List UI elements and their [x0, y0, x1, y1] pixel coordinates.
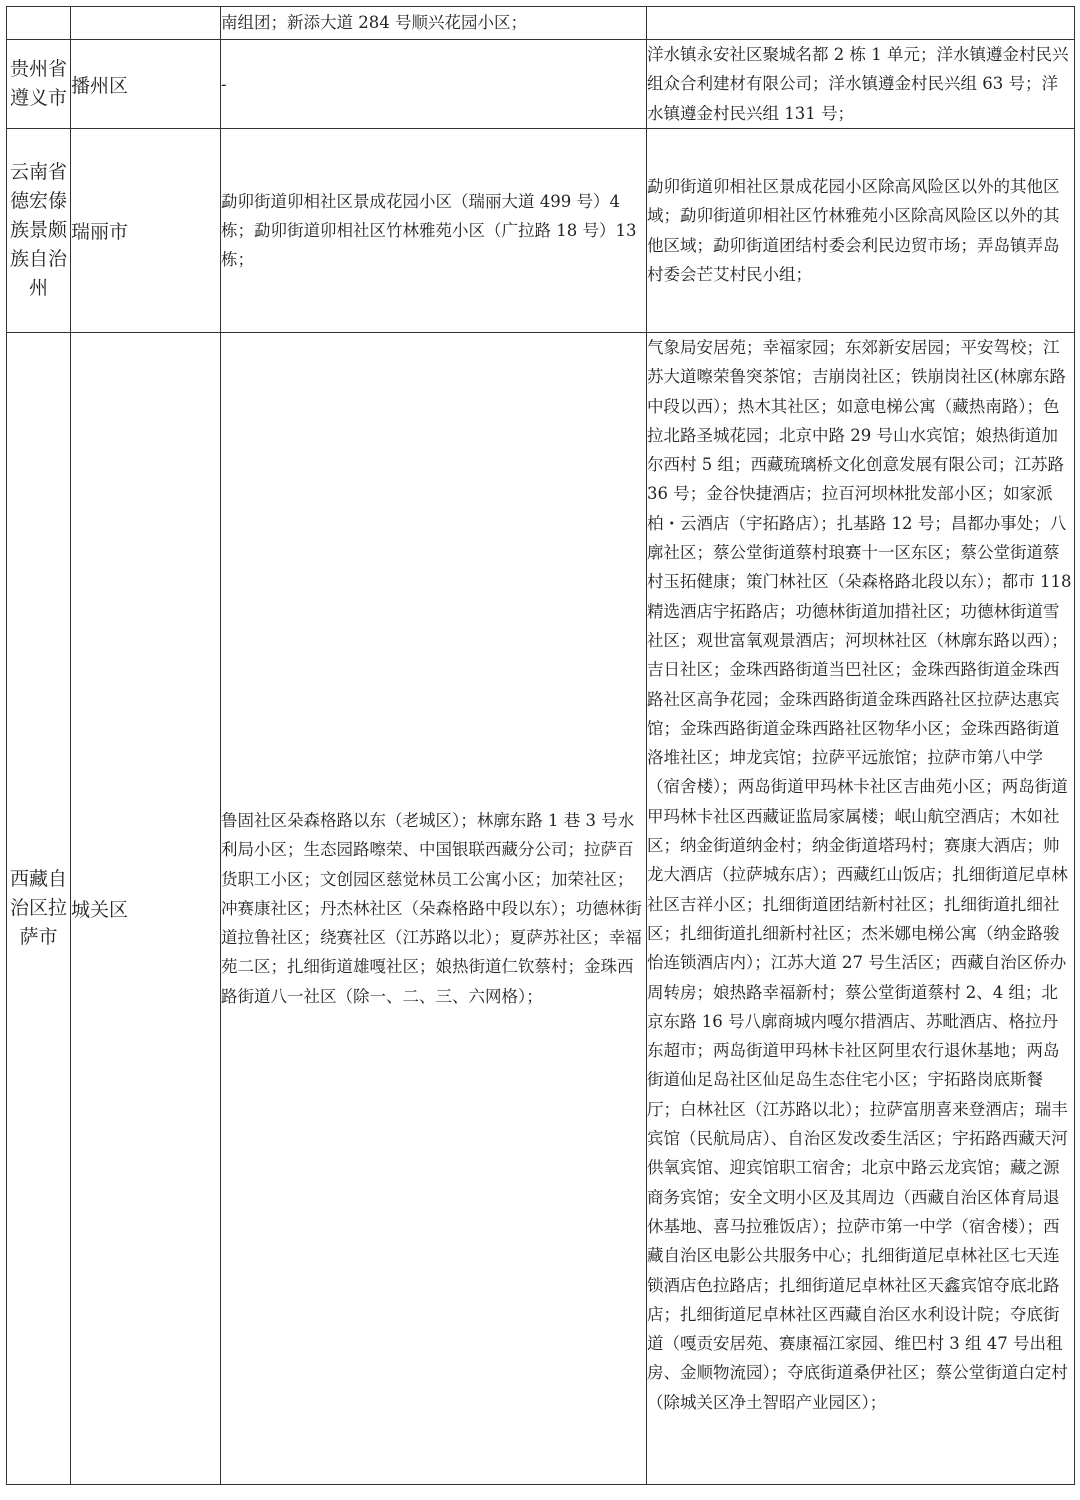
high-risk-cell: [221, 129, 647, 333]
city-text: 播州区: [71, 74, 129, 97]
high-risk-cell: [221, 333, 647, 1485]
high-risk-text: 鲁固社区朵森格路以东（老城区）；林廓东路 1 巷 3 号水利局小区；生态园路嚓荣、中国银联西藏分公司；拉萨百货职工小区；文创园区慈觉林员工公寓小区；加荣社区；冲赛康社区；丹杰林社区（朵森格路中段以东）；功德林街道拉鲁社区；绕赛社区（江苏路以北）；夏萨苏社区；幸福苑二区；扎细街道雄嘎社区；娘热街道仁钦蔡村；金珠西路街道八一社区（除一、二、三、六网格）；: [221, 810, 642, 1006]
high-risk-text: -: [221, 74, 227, 94]
mid-risk-text: 勐卯街道卯相社区景成花园小区除高风险区以外的其他区域；勐卯街道卯相社区竹林雅苑小区除高风险区以外的其他区域；勐卯街道团结村委会利民边贸市场；弄岛镇弄岛村委会芒艾村民小组；: [647, 176, 1060, 284]
province-text: 贵州省遵义市: [9, 58, 67, 109]
high-risk-text: 勐卯街道卯相社区景成花园小区（瑞丽大道 499 号）4 栋；勐卯街道卯相社区竹林雅苑小区（广拉路 18 号）13 栋；: [221, 191, 637, 270]
mid-risk-cell: [647, 129, 1075, 333]
high-risk-cell: [221, 7, 647, 40]
table-row: [7, 7, 1075, 40]
city-text: 城关区: [71, 899, 129, 921]
high-risk-text: 南组团；新添大道 284 号顺兴花园小区；: [221, 13, 527, 32]
table-row: [7, 40, 1075, 129]
high-risk-cell: [221, 40, 647, 129]
province-cell: [7, 129, 71, 333]
table-row: [7, 129, 1075, 333]
mid-risk-cell: [647, 333, 1075, 1485]
mid-risk-cell: [647, 7, 1075, 40]
province-cell: [7, 7, 71, 40]
mid-risk-text: 洋水镇永安社区聚城名都 2 栋 1 单元；洋水镇遵金村民兴组众合利建材有限公司；洋水镇遵金村民兴组 63 号；洋水镇遵金村民兴组 131 号；: [647, 45, 1069, 123]
risk-area-table: [6, 6, 1075, 1485]
province-cell: [7, 40, 71, 129]
mid-risk-text: 气象局安居苑；幸福家园；东郊新安居园；平安驾校；江苏大道嚓荣鲁突茶馆；吉崩岗社区；铁崩岗社区(林廓东路中段以西）；热木其社区；如意电梯公寓（藏热南路）；色拉北路圣城花园；北京中路 29 号山水宾馆；娘热街道加尔西村 5 组；西藏琉璃桥文化创意发展有限公司；江苏路 36 号；金谷快捷酒店；拉百河坝林批发部小区；如家派柏・云酒店（宇拓路店）；扎基路 12 号；昌都办事处；八廓社区；蔡公堂街道蔡村琅赛十一区东区；蔡公堂街道蔡村玉拓健康；策门林社区（朵森格路北段以东）；都市 118 精选酒店宇拓路店；功德林街道加措社区；功德林街道雪社区；观世富氧观景酒店；河坝林社区（林廓东路以西）；吉日社区；金珠西路街道当巴社区；金珠西路街道金珠西路社区高争花园；金珠西路街道金珠西路社区拉萨达惠宾馆；金珠西路街道金珠西路社区物华小区；金珠西路街道洛堆社区；坤龙宾馆；拉萨平远旅馆；拉萨市第八中学（宿舍楼）；两岛街道甲玛林卡社区吉曲苑小区；两岛街道甲玛林卡社区西藏证监局家属楼；岷山航空酒店；木如社区；纳金街道纳金村；纳金街道塔玛村；赛康大酒店；帅龙大酒店（拉萨城东店）；西藏红山饭店；扎细街道尼卓林社区吉祥小区；扎细街道团结新村社区；扎细街道扎细社区；扎细街道扎细新村社区；杰米娜电梯公寓（纳金路骏怡连锁酒店内）；江苏大道 27 号生活区；西藏自治区侨办周转房；娘热路幸福新村；蔡公堂街道蔡村 2、4 组；北京东路 16 号八廓商城内嘎尔措酒店、苏毗酒店、格拉丹东超市；两岛街道甲玛林卡社区阿里农行退休基地；两岛街道仙足岛社区仙足岛生态住宅小区；宇拓路岗底斯餐厅；白林社区（江苏路以北）；拉萨富朋喜来登酒店；瑞丰宾馆（民航局店）、自治区发改委生活区；宇拓路西藏天河供氧宾馆、迎宾馆职工宿舍；北京中路云龙宾馆；藏之源商务宾馆；安全文明小区及其周边（西藏自治区体育局退休基地、喜马拉雅饭店）；拉萨市第一中学（宿舍楼）；西藏自治区电影公共服务中心；扎细街道尼卓林社区七天连锁酒店色拉路店；扎细街道尼卓林社区天鑫宾馆夺底北路店；扎细街道尼卓林社区西藏自治区水利设计院；夺底街道（嘎贡安居苑、赛康福江家园、维巴村 3 组 47 号出租房、金顺物流园）；夺底街道桑伊社区；蔡公堂街道白定村（除城关区净土智昭产业园区）；: [647, 338, 1072, 1412]
province-cell: [7, 333, 71, 1485]
city-cell: [71, 129, 221, 333]
province-text: 云南省德宏傣族景颇族自治州: [9, 161, 67, 299]
mid-risk-cell: [647, 40, 1075, 129]
city-text: 瑞丽市: [71, 221, 129, 243]
province-text: 西藏自治区拉萨市: [9, 868, 67, 948]
city-cell: [71, 40, 221, 129]
table-row: [7, 333, 1075, 1485]
city-cell: [71, 333, 221, 1485]
city-cell: [71, 7, 221, 40]
